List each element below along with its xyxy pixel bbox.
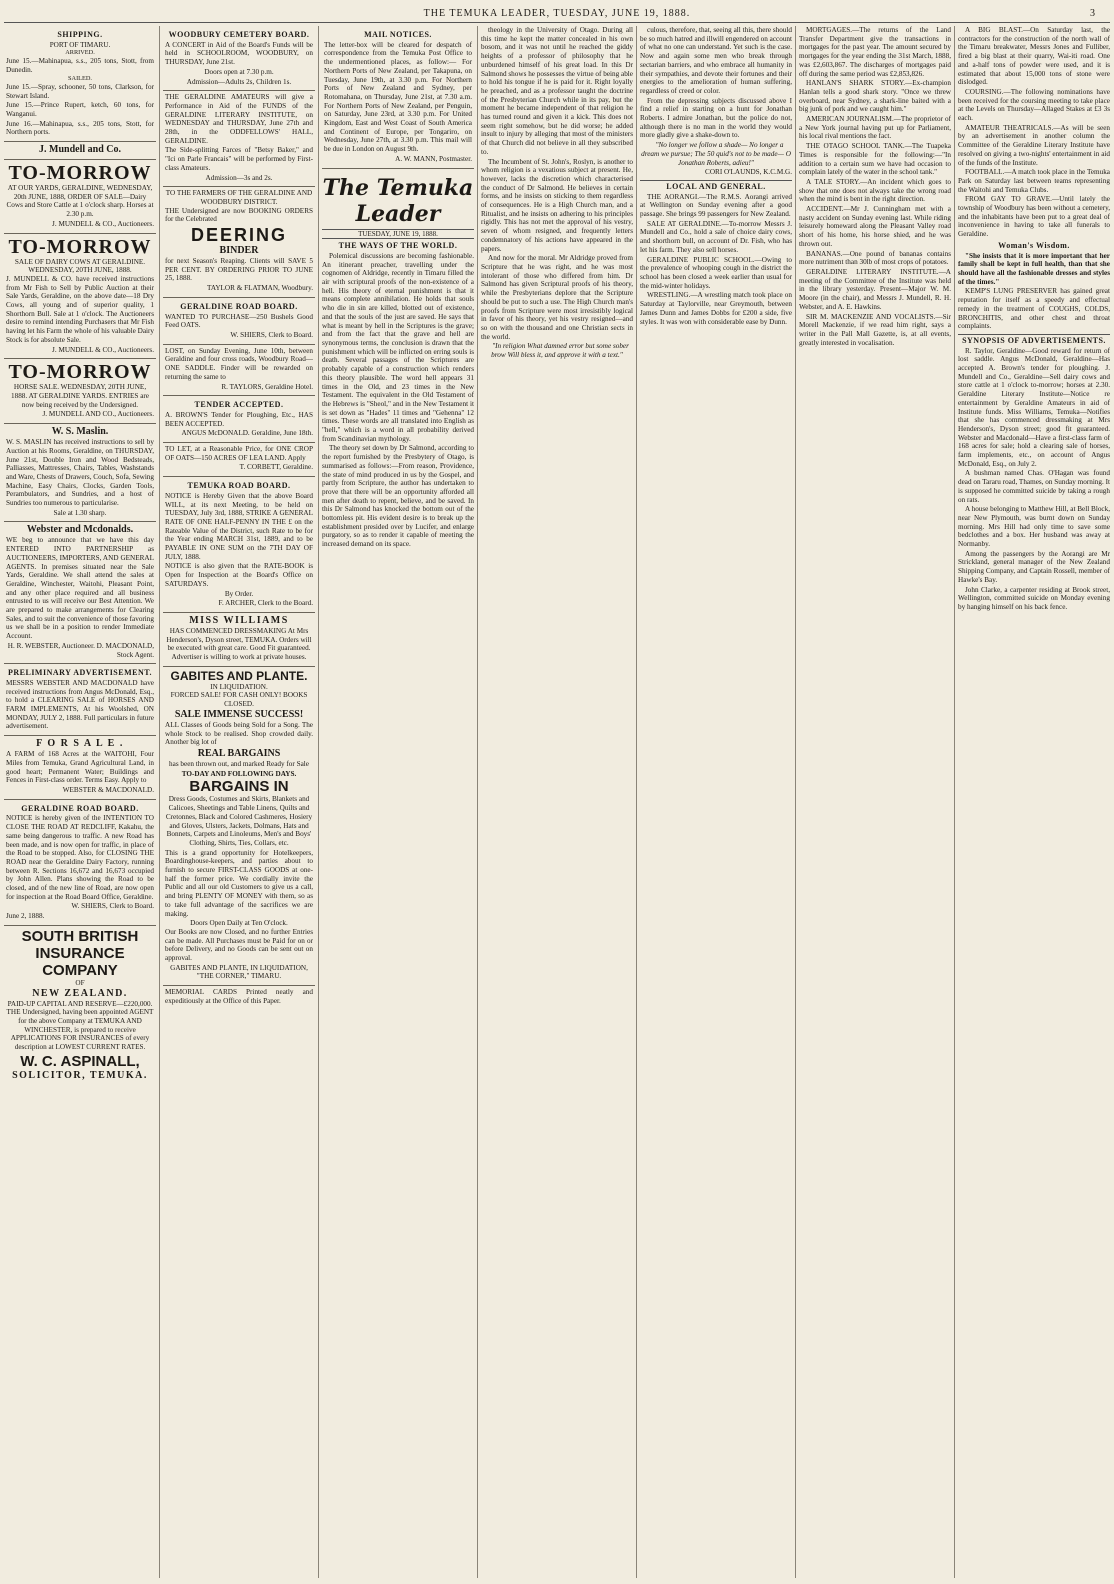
ad-body: NOTICE is also given that the RATE-BOOK is Open for Inspection at the Board's Office on SATURDAYS. <box>165 562 313 588</box>
ad-subhead: FORCED SALE! FOR CASH ONLY! BOOKS CLOSED. <box>170 691 308 709</box>
ad-heading: MAIL NOTICES. <box>364 30 432 39</box>
mundell-banner <box>4 142 156 160</box>
synopsis-body: R. Taylor, Geraldine—Good reward for return of lost saddle. Angus McDonald, Geraldine—Has accepted A. Brown's tender for ploughing. J. Mundell and Co., Geraldine—Sell dairy cows and store cattle at 1 o'clock to-morrow; horses at 2.30. Geraldine Literary Institute—Notice re entertainment by Geraldine Amateurs in aid of Institute funds. Miss Williams, Temuka—Notifies that she has commenced dressmaking at Mrs Henderson's, Dyson street; good fit guaranteed. Webster and Macdonald—Have a first-class farm of 168 acres for sale; hold a clearing sale of horses, farm implements, etc., on account of Angus McDonald, Esq., on July 2. <box>958 346 1110 468</box>
tomorrow-headline: TO-MORROW <box>8 361 152 384</box>
ad-heading: GERALDINE ROAD BOARD. <box>180 301 298 311</box>
ad-body: for next Season's Reaping. Clients will SAVE 5 PER CENT. BY ORDERING PRIOR TO JUNE 25, 1888. <box>165 257 313 283</box>
news-item: A TALE STORY.—An incident which goes to show that one does not always take the wrong road when the mind is bent in the right direction. <box>799 177 951 204</box>
article-paragraph: The Incumbent of St. John's, Roslyn, is another to whom religion is a vexatious subject at present. He, however, lacks the discretion which characterised the conduct of Dr Salmond. He believes in certain forms, and he insists on sticking to them regardless of consequences. He is a High Church man, and a Ritualist, and he insists on adhering to his principles rigidly. This has not met the approval of his vestry, seven of whom resigned, and frequently letters condemnatory of his actions have appeared in the papers. <box>481 157 633 253</box>
ad-doors: Doors open at 7.30 p.m. <box>204 67 274 76</box>
ad-body: HAS COMMENCED DRESSMAKING At Mrs Henderson's, Dyson street, TEMUKA. Orders will be executed with great care. Good Fit guaranteed. Advertiser is willing to work at private houses. <box>166 626 312 662</box>
ad-heading: TO THE FARMERS OF THE GERALDINE AND WOODBURY DISTRICT. <box>165 189 313 206</box>
ad-body: Dress Goods, Costumes and Skirts, Blankets and Calicoes, Sheetings and Table Linens, Quilts and Cretonnes, Black and Colored Cashmeres, Hosiery and Gloves, Ulsters, Jackets, Dolmans, Hats and Bonnets, Carpets and Linoleums, Men's and Boys' Clothing, Shirts, Ties, Collars, etc. <box>165 795 313 847</box>
news-item: John Clarke, a carpenter residing at Brook street, Wellington, committed suicide on Monday evening by hanging himself on his back fence. <box>958 585 1110 611</box>
insurance-country: NEW ZEALAND. <box>32 987 128 999</box>
preliminary-ad <box>4 664 156 736</box>
agent-name: W. C. ASPINALL, <box>20 1052 140 1070</box>
ad-body: WE beg to announce that we have this day ENTERED INTO PARTNERSHIP as AUCTIONEERS, IMPORTERS, AND GENERAL AGENTS. In premises situated near the Sale Yards, Geraldine. We shall attend the sales at Geraldine, Winchester, Waitohi, Pleasant Point, and any other place required and all business entrusted to us will receive our Best Attention. We are prepared to make arrangements for Clearing Sales, and to suit the convenience of those favoring us we shall be in a position to render Immediate Account. <box>6 536 154 641</box>
news-item: A house belonging to Matthew Hill, at Bell Block, near New Plymouth, was burnt down on Sunday morning. Mrs Hill had only time to save some bedclothes and a box. Her husband was away at Normanby. <box>958 505 1110 549</box>
dateline: TUESDAY, JUNE 19, 1888. <box>322 229 474 240</box>
article-paragraph: culous, therefore, that, seeing all this, there should be so much hatred and illwill engendered on account of what no one can understand. Yet such is the case. Now and again some men who break through sectarian barriers, and who embrace all humanity in their sympathies, and devote their fortunes and their energies to the amelioration of human suffering, regardless of creed or color. <box>640 26 792 95</box>
ad-body: has been thrown out, and marked Ready for Sale <box>169 760 309 768</box>
maslin-ad <box>4 424 156 522</box>
news-item: AMATEUR THEATRICALS.—As will be seen by an advertisement in another column the Committee of the Geraldine Literary Institute have resolved on giving a two-nights' entertainment in aid of the funds of the Institute. <box>958 123 1110 167</box>
for-sale-ad <box>4 736 156 800</box>
ad-signature: R. TAYLORS, Geraldine Hotel. <box>221 382 313 391</box>
synopsis-heading: SYNOPSIS OF ADVERTISEMENTS. <box>958 334 1110 346</box>
article-paragraph: theology in the University of Otago. During all this time he kept the matter concealed in his own bosom, and it was not until he reached the giddy heights of a professor of philosophy that he unburdened himself of his great load. In this Dr Salmond shows he possesses the virtue of being able to hold his tongue if he is paid for it. Right loyally he preached, and as a professor taught the doctrine of the Presbyterian Church while in its pay, but the moment he became independent of that religion he has turned round and given it a kick. This does not seem right somehow, but he did worse; he added insult to injury by alleging that most of the ministers of that Church did not believe in all they subscribed to. <box>481 26 633 156</box>
ad-body: The Side-splitting Farces of "Betsy Baker," and "Ici on Parle Francais" will be performed by First-class Amateurs. <box>165 146 313 172</box>
column-6 <box>799 26 951 1578</box>
news-item: KEMP'S LUNG PRESERVER has gained great reputation for itself as a speedy and effectual remedy in the treatment of COUGHS, COLDS, BRONCHITIS, and other chest and throat complaints. <box>958 287 1110 331</box>
insurance-of: OF <box>75 978 85 987</box>
ad-signature: F. ARCHER, Clerk to the Board. <box>218 599 313 608</box>
ad-body: AT OUR YARDS, GERALDINE, WEDNESDAY, 20th JUNE, 1888, ORDER OF SALE—Dairy Cows and Store Cattle at 1 o'clock sharp. Horses at 2.30 p.m. <box>6 184 154 219</box>
column-rule <box>159 26 160 1578</box>
shipping-entry: June 16.—Mahinapua, s.s., 205 tons, Stott, for Northern ports. <box>6 119 154 137</box>
news-item: SIR M. MACKENZIE AND VOCALISTS.—Sir Morell Mackenzie, if we read him right, says a writer in the Pall Mall Gazette, is, at all events, greatly interested in vocalisation. <box>799 312 951 347</box>
ad-body: WANTED TO PURCHASE—250 Bushels Good Feed OATS. <box>165 312 313 330</box>
article-paragraph: The theory set down by Dr Salmond, according to the report furnished by the Presbytery of Otago, is summarised as follows:—From reason, Providence, the state of mind produced in us by the Gospel, and partly from Scripture, the author has undertaken to prove that there will be an opportunity afforded all men after death to repent, believe, and be saved. In this Dr Salmond has knocked the bottom out of the bottomless pit. His evident desire is to break up the establishment presided over by Lucifer, and enlarge purgatory, so as to render it capable of meeting the increased demand on its space. <box>322 444 474 549</box>
ad-signature: H. R. WEBSTER, Auctioneer. D. MACDONALD, Stock Agent. <box>7 641 154 659</box>
insurance-capital: PAID-UP CAPITAL AND RESERVE—£220,000. <box>7 999 153 1008</box>
woodbury-cemetery-ad <box>163 26 315 91</box>
ad-body: A. BROWN'S Tender for Ploughing, Etc., HAS BEEN ACCEPTED. <box>165 410 313 428</box>
deering-binder-ad <box>163 187 315 298</box>
webster-macdonald-ad <box>4 522 156 664</box>
mundell-name: J. Mundell and Co. <box>39 144 121 156</box>
south-british-insurance-ad <box>4 926 156 1085</box>
column-rule <box>795 26 796 1578</box>
ad-heading: W. S. Maslin. <box>51 426 109 438</box>
ad-order: By Order. <box>224 589 254 598</box>
article-paragraph: Polemical discussions are becoming fashionable. An itinerant preacher, travelling under the cognomen of Aldridge, recently in Timaru filled the air with scriptural proofs of the non-existence of a hell. His theory of eternal punishment is that it means complete annihilation. He holds that souls who die in sin are killed, blotted out of existence, and that the souls of the just are saved. He says that what is meant by hell in the Scriptures is the grave; and from the fact that the grave and hell are synonymous terms, the conclusion is drawn that the punishment which will be inflicted on erring souls is death. Several passages of the Scriptures are probably capable of a construction which renders this theory plausible. The word hell appears 31 times in the Old, and 23 times in the New Testament. The equivalent in the Old Testament of the Hebrews is "Sheol," and in the New Testament it is set down as "Hades" 11 times and "Gehenna" 12 times. These words are all translated into English as "hell," which is a word in all probability derived from Scandinavian mythology. <box>322 251 474 443</box>
ad-heading: Webster and Mcdonalds. <box>26 524 134 536</box>
ad-body: LOST, on Sunday Evening, June 10th, between Geraldine and four cross roads, Woodbury Road—ONE SADDLE. Finder will be rewarded on returning the same to <box>165 346 313 381</box>
binder-label: BINDER <box>219 245 259 257</box>
ad-subhead: BARGAINS IN <box>189 778 289 796</box>
news-item: HANLAN'S SHARK STORY.—Ex-champion Hanlan tells a good shark story. "Once we threw overboard, near Sydney, a shark-line baited with a big junk of pork and we caught him." <box>799 79 951 114</box>
ad-body: TO LET, at a Reasonable Price, for ONE CROP OF OATS—150 ACRES OF LEA LAND. Apply <box>165 445 313 462</box>
news-item: FOOTBALL.—A match took place in the Temuka Park on Saturday last between teams representing the Waitohi and Temuka Clubs. <box>958 168 1110 194</box>
ad-body: NOTICE is hereby given of the INTENTION TO CLOSE THE ROAD AT REDCLIFF, Kakahu, the same being dangerous to traffic. A new Road has been made, and is now open for traffic, in place of the Road to be stopped. Also, for CLOSING THE ROAD near the Geraldine Dairy Factory, running between R. Sections 16,672 and 16,673 occupied by John Allen. Plans showing the Road to be closed, and of the new line of Road, are now open for inspection at the Road Board Office, Geraldine. <box>6 814 154 901</box>
tender-accepted-ad <box>163 396 315 443</box>
tomorrow-ad-3 <box>4 359 156 424</box>
ad-signature: TAYLOR & FLATMAN, Woodbury. <box>207 284 313 293</box>
shipping-arrived: ARRIVED. <box>65 49 95 57</box>
ad-subhead: SALE OF DAIRY COWS AT GERALDINE. <box>14 257 146 266</box>
news-item: SALE AT GERALDINE.—To-morrow Messrs J. Mundell and Co., hold a sale of choice dairy cows, and shorthorn bull, on account of Dr. Fish, who has let his farm. They also sell horses. <box>640 219 792 254</box>
insurance-name: SOUTH BRITISH INSURANCE <box>21 927 139 962</box>
to-let-ad <box>163 443 315 477</box>
ad-body: W. S. MASLIN has received instructions to sell by Auction at his Rooms, Geraldine, on THURSDAY, June 21st, Double Iron and Wood Bedsteads, Palliasses, Mattresses, Chairs, Tables, Washstands and Ware, Chests of Drawers, Couch, Sofa, Sewing Machine, Easy Chairs, Clocks, Garden Tools, Perambulators, and Sundries, and a host of Sundries too numerous to particularise. <box>6 438 154 508</box>
column-1 <box>4 26 156 1578</box>
ad-heading: TENDER ACCEPTED. <box>194 400 284 410</box>
ad-body: NOTICE is Hereby Given that the above Board WILL, at its next Meeting, to be held on TUESDAY, July 3rd, 1888, STRIKE A GENERAL RATE OF ONE HALF-PENNY IN THE £ on the Rateable Value of the District, such Rate to be for the Year ending MARCH 31st, 1889, and to be PAYABLE IN ONE SUM on the 7TH DAY OF JULY, 1888. <box>165 491 313 561</box>
news-item: THE OTAGO SCHOOL TANK.—The Tuapeka Times is responsible for the following:—"In addition to a certain sum we have had occasion to complain lately of the water in the school tank." <box>799 142 951 177</box>
ad-body: MESSRS WEBSTER AND MACDONALD have received instructions from Angus McDonald, Esq., to hold a CLEARING SALE of HORSES AND FARM IMPLEMENTS, At his Woolshed, ON MONDAY, JULY 2, 1888. Full particulars in future advertisement. <box>6 678 154 731</box>
lost-saddle-ad <box>163 345 315 397</box>
news-item: THE AORANGI.—The R.M.S. Aorangi arrived at Wellington on Sunday evening after a good passage. She brings 99 passengers for New Zealand. <box>640 192 792 219</box>
news-item: FROM GAY TO GRAVE.—Until lately the township of Woodbury has been without a cemetery, and the inhabitants have been put to a great deal of inconvenience in having to take all funerals to Geraldine. <box>958 195 1110 239</box>
news-item: A bushman named Chas. O'Hagan was found dead on Tararu road, Thames, on Sunday morning. It is supposed he committed suicide by taking a rough on rats. <box>958 469 1110 504</box>
ad-heading: TEMUKA ROAD BOARD. <box>187 481 291 491</box>
page-number: 3 <box>1090 8 1095 19</box>
ad-date: June 2, 1888. <box>6 912 45 921</box>
ad-signature: J. MUNDELL AND CO., Auctioneers. <box>42 410 154 419</box>
womans-wisdom-body: "She insists that it is more important that her family shall be kept in full health, than that she should have all the fashionable dresses and styles of the times." <box>958 251 1110 286</box>
ad-signature: A. W. MANN, Postmaster. <box>395 154 472 163</box>
geraldine-amateurs-ad <box>163 91 315 187</box>
shipping-port: PORT OF TIMARU. <box>49 40 111 49</box>
tomorrow-headline: TO-MORROW <box>8 162 152 185</box>
gabites-plante-ad <box>163 667 315 986</box>
news-item: MORTGAGES.—The returns of the Land Transfer Department give the transactions in mortgages for the past year. The amount secured by mortgages for the year ending the 31st March, 1888, was £2,603,867. The discharges of mortgages paid off during the same period was £2,853,826. <box>799 26 951 78</box>
tomorrow-ad-2 <box>4 234 156 360</box>
header-rule <box>4 22 1110 23</box>
ad-body: Our Books are now Closed, and no further Entries can be made. All Purchases must be Paid for on or before Delivery, and no Goods can be sent out on approval. <box>165 927 313 963</box>
column-rule <box>318 26 319 1578</box>
mail-notices <box>322 26 474 169</box>
ad-date: WEDNESDAY, 20TH JUNE, 1888. <box>28 266 132 275</box>
ad-subhead: SALE IMMENSE SUCCESS! <box>174 708 304 720</box>
ad-body: J. MUNDELL & CO. have received instructions from Mr Fish to Sell by Public Auction at their Sale Yards, Geraldine, on the above date—18 Dry Cows, all young and of superior quality, 1 Shorthorn Bull. Sale at 1 o'clock. The Auctioneers desire to remind intending Purchasers that Mr Fish having let his Farm the whole of his valuable Dairy Stock is for absolute Sale. <box>6 274 154 344</box>
ad-body: A FARM of 168 Acres at the WAITOHI, Four Miles from Temuka, Grand Agricultural Land, in good heart; Permanent Water; Buildings and Fences in First-class order. Terms Easy. Apply to <box>6 750 154 785</box>
ad-heading: GABITES AND PLANTE. <box>170 668 308 683</box>
ad-heading: MISS WILLIAMS <box>189 614 289 626</box>
ad-body: THE GERALDINE AMATEURS will give a Performance in Aid of the FUNDS of the GERALDINE LITERARY INSTITUTE, on WEDNESDAY and THURSDAY, June 27th and 28th, in the ODDFELLOWS' HALL, GERALDINE. <box>165 93 313 145</box>
ad-heading: F O R S A L E . <box>36 738 124 750</box>
article-paragraph: From the depressing subjects discussed above I find a relief in starting on a hunt for Jonathan Roberts. I admire Jonathan, but the police do not, although there is no man in the world they would more gladly give a shake-down to. <box>640 96 792 140</box>
shipping-entry: June 15.—Spray, schooner, 50 tons, Clarkson, for Stewart Island. <box>6 82 154 100</box>
column-2 <box>163 26 315 1578</box>
verse-signature: CORI O'LAUNDS, K.C.M.G. <box>705 168 792 177</box>
news-item: WRESTLING.—A wrestling match took place on Saturday at Taylorville, near Greymouth, between James Dunn and James Dobbs for £200 a side, five styles. It was won with considerable ease by Dunn. <box>640 291 792 326</box>
ad-body: THE Undersigned, having been appointed AGENT for the above Company at TEMUKA AND WINCHESTER, is prepared to receive APPLICATIONS FOR INSURANCES of every description at LOWEST CURRENT RATES. <box>6 1008 154 1052</box>
deering-headline: DEERING <box>190 225 287 246</box>
news-item: ACCIDENT.—Mr J. Cunningham met with a nasty accident on Sunday evening last. While riding leisurely homeward along the Pleasant Valley road short of his home, his horse shied, and he was thrown out. <box>799 205 951 248</box>
ad-signature: J. MUNDELL & CO., Auctioneers. <box>52 345 154 354</box>
geraldine-road-board-ad <box>4 800 156 926</box>
ad-heading: WOODBURY CEMETERY BOARD. <box>168 30 310 39</box>
news-item: GERALDINE PUBLIC SCHOOL.—Owing to the prevalence of whooping cough in the district the school has been closed a week earlier than usual for the mid-winter holidays. <box>640 255 792 290</box>
ad-time: Sale at 1.30 sharp. <box>53 508 107 517</box>
shipping-notice <box>4 26 156 142</box>
shipping-heading: SHIPPING. <box>57 30 103 39</box>
article-quote: "In religion What damned error but some sober brow Will bless it, and approve it with a text." <box>491 342 629 360</box>
ad-signature: WEBSTER & MACDONALD. <box>62 786 154 794</box>
news-item: Among the passengers by the Aorangi are Mr Strickland, general manager of the New Zealand Shipping Company, and Captain Rossell, member of Hawke's Bay. <box>958 549 1110 584</box>
ad-admission: Admission—Adults 2s, Children 1s. <box>186 77 292 86</box>
news-item: COURSING.—The following nominations have been received for the coursing meeting to take place at the Levels on Thursday—Allaged Stakes at £3 3s each. <box>958 87 1110 123</box>
ad-body: A CONCERT in Aid of the Board's Funds will be held in SCHOOLROOM, WOODBURY, on THURSDAY, June 21st. <box>165 40 313 67</box>
shipping-entry: June 15.—Prince Rupert, ketch, 60 tons, for Wanganui. <box>6 101 154 118</box>
ad-heading: GERALDINE ROAD BOARD. <box>21 803 139 813</box>
ad-body: MEMORIAL CARDS Printed neatly and expeditiously at the Office of this Paper. <box>165 988 313 1005</box>
news-item: A BIG BLAST.—On Saturday last, the contractors for the construction of the north wall of the Timaru breakwater, Messrs Jones and Fulliber, fired a big blast at their quarry, Wai-iti road. One and a-half tons of powder were used, and it is estimated that about 15,000 tons of stone were dislodged. <box>958 26 1110 87</box>
news-item: AMERICAN JOURNALISM.—The proprietor of a New York journal having put up for Parliament, his local rival mentions the fact. <box>799 115 951 141</box>
ad-body: ALL Classes of Goods being Sold for a Song. The whole Stock to be realised. Shop crowded daily. Another big lot of <box>165 720 313 747</box>
column-rule <box>636 26 637 1578</box>
ad-body: HORSE SALE. WEDNESDAY, 20TH JUNE, 1888. AT GERALDINE YARDS. ENTRIES are now being received by the Undersigned. <box>11 383 149 409</box>
shipping-sailed: SAILED. <box>68 75 92 83</box>
article-verse: "No longer we follow a shade— No longer a dream we pursue; The 50 quid's not to be made— O Jonathan Roberts, adieu!" <box>641 141 791 167</box>
ad-admission: Admission—3s and 2s. <box>205 173 273 182</box>
ad-signature: W. SHIERS, Clerk to Board. <box>71 902 154 911</box>
insurance-company: COMPANY <box>42 961 118 979</box>
article-heading: THE WAYS OF THE WORLD. <box>338 241 458 251</box>
ad-body: THE Undersigned are now BOOKING ORDERS for the Celebrated <box>165 206 313 224</box>
ad-subhead: TO-DAY AND FOLLOWING DAYS. <box>181 769 297 778</box>
header-title: THE TEMUKA LEADER, TUESDAY, JUNE 19, 1888. <box>423 8 691 19</box>
column-rule <box>477 26 478 1578</box>
ad-subhead: REAL BARGAINS <box>197 748 281 759</box>
column-rule <box>954 26 955 1578</box>
column-3 <box>322 26 474 1578</box>
ways-of-the-world-article <box>322 242 474 549</box>
tomorrow-headline: TO-MORROW <box>8 235 152 258</box>
womans-wisdom-heading: Woman's Wisdom. <box>998 240 1070 250</box>
ad-signature: J. MUNDELL & CO., Auctioneers. <box>52 219 154 228</box>
article-paragraph: And now for the moral. Mr Aldridge proved from Scripture that he was right, and he was most intolerant of those who differed from him. Dr Salmond has given Scriptural proofs of his theory, while the Presbyterians deplore that the Scripture should be put to such a use. The High Church man's proofs from Scripture were most irresistibly logical in favor of his theory, yet his vestry resigned—and so on with the thousand and one Christian sects in the world. <box>481 254 633 341</box>
ad-signature: GABITES AND PLANTE, IN LIQUIDATION, "THE CORNER," TIMARU. <box>170 963 308 981</box>
temuka-road-board-ad <box>163 477 315 613</box>
column-7 <box>958 26 1110 1578</box>
agent-role: SOLICITOR, TEMUKA. <box>12 1069 148 1081</box>
ad-signature: T. CORBETT, Geraldine. <box>239 463 313 472</box>
ad-signature: ANGUS McDONALD. Geraldine, June 18th. <box>181 429 313 438</box>
ad-subhead: IN LIQUIDATION. <box>210 682 268 691</box>
shipping-entry: June 15.—Mahinapua, s.s., 205 tons, Stott, from Dunedin. <box>6 56 154 74</box>
newspaper-flag: The Temuka Leader <box>322 174 474 227</box>
column-4 <box>481 26 633 1578</box>
geraldine-road-board-oats-ad <box>163 298 315 345</box>
miss-williams-ad <box>163 613 315 667</box>
column-5 <box>640 26 792 1578</box>
ad-heading: PRELIMINARY ADVERTISEMENT. <box>7 668 152 678</box>
ad-subhead: Doors Open Daily at Ten O'clock. <box>190 919 288 928</box>
ad-body: This is a grand opportunity for Hotelkeepers, Boardinghouse-keepers, and parties about to furnish to secure FIRST-CLASS GOODS at one-half the former price. We cordially invite the Public and all our old Customers to give us a call, and bring PLENTY OF MONEY with them, so as to take full advantage of the sacrifices we are making. <box>165 848 313 918</box>
news-item: BANANAS.—One pound of bananas contains more nutriment than 30lb of most crops of potatoes. <box>799 249 951 267</box>
ad-body: The letter-box will be cleared for despatch of correspondence from the Temuka Post Office to the undermentioned places, as follow:— For Northern Ports of New Zealand, per Takapuna, on Tuesday, June 19th, at 3.30 p.m. For Northern Ports of New Zealand and Sydney, per Rotomahana, on Thursday, June 21st, at 7.30 a.m. For Northern Ports of New Zealand, per Penguin, on Saturday, June 23rd, at 3.30 p.m. For United Kingdom, East and West Coast of South America and Continent of Europe, per Tongariro, on Wednesday, June 27th, at 3.30 p.m. This mail will be due in London on August 9th. <box>324 40 472 154</box>
local-general-heading: LOCAL AND GENERAL. <box>640 180 792 192</box>
tomorrow-ad-1 <box>4 160 156 234</box>
news-item: GERALDINE LITERARY INSTITUTE.—A meeting of the Committee of the Institute was held in the library yesterday. Present—Major W. M. Moore (in the chair), and Messrs J. Mundell, R. H. Webster, and A. E. Hawkins. <box>799 267 951 311</box>
ad-signature: W. SHIERS, Clerk to Board. <box>230 330 313 339</box>
memorial-cards-ad <box>163 986 315 1009</box>
